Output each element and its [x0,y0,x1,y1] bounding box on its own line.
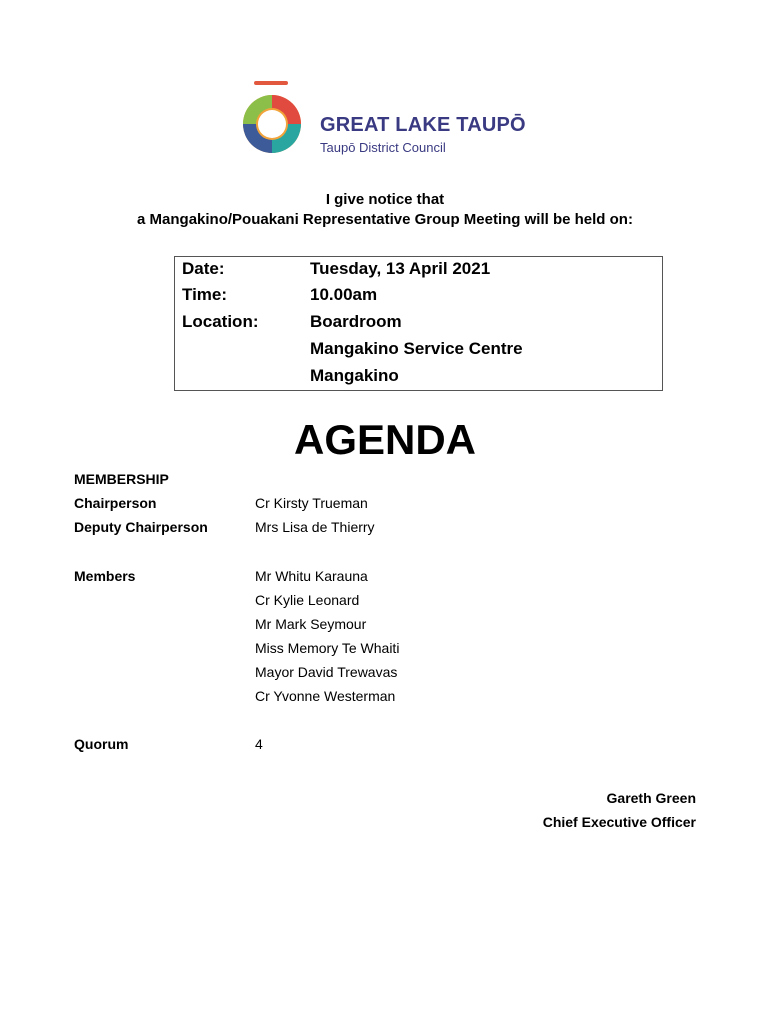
logo-name: GREAT LAKE TAUPŌ [320,114,526,136]
member-name: Miss Memory Te Whaiti [255,640,400,656]
member-name: Cr Yvonne Westerman [255,688,396,704]
date-label: Date: [182,259,225,278]
meeting-details-box [174,256,663,391]
members-label: Members [74,568,136,584]
membership-heading: MEMBERSHIP [74,471,169,487]
member-name: Mr Whitu Karauna [255,568,368,584]
agenda-title: AGENDA [293,416,476,463]
member-name: Cr Kylie Leonard [255,592,360,608]
deputy-chairperson-label: Deputy Chairperson [74,519,208,535]
notice-line-2: a Mangakino/Pouakani Representative Group Meeting will be held on: [137,211,633,228]
date-value: Tuesday, 13 April 2021 [310,259,491,278]
signatory-title: Chief Executive Officer [542,814,696,830]
signatory-name: Gareth Green [606,790,696,806]
location-line: Mangakino [310,366,399,385]
time-value: 10.00am [310,285,378,304]
member-name: Mayor David Trewavas [255,664,398,680]
logo-subtitle: Taupō District Council [320,140,446,155]
location-line: Boardroom [310,312,402,331]
member-name: Mr Mark Seymour [255,616,367,632]
chairperson-label: Chairperson [74,495,157,511]
chairperson-name: Cr Kirsty Trueman [255,495,368,511]
council-logo [238,80,538,160]
deputy-chairperson-name: Mrs Lisa de Thierry [255,519,375,535]
location-label: Location: [182,312,259,331]
quorum-label: Quorum [74,736,129,752]
time-label: Time: [182,285,228,304]
council-emblem-icon [238,80,308,160]
quorum-value: 4 [255,736,263,752]
location-line: Mangakino Service Centre [310,339,523,358]
notice-line-1: I give notice that [325,191,445,208]
